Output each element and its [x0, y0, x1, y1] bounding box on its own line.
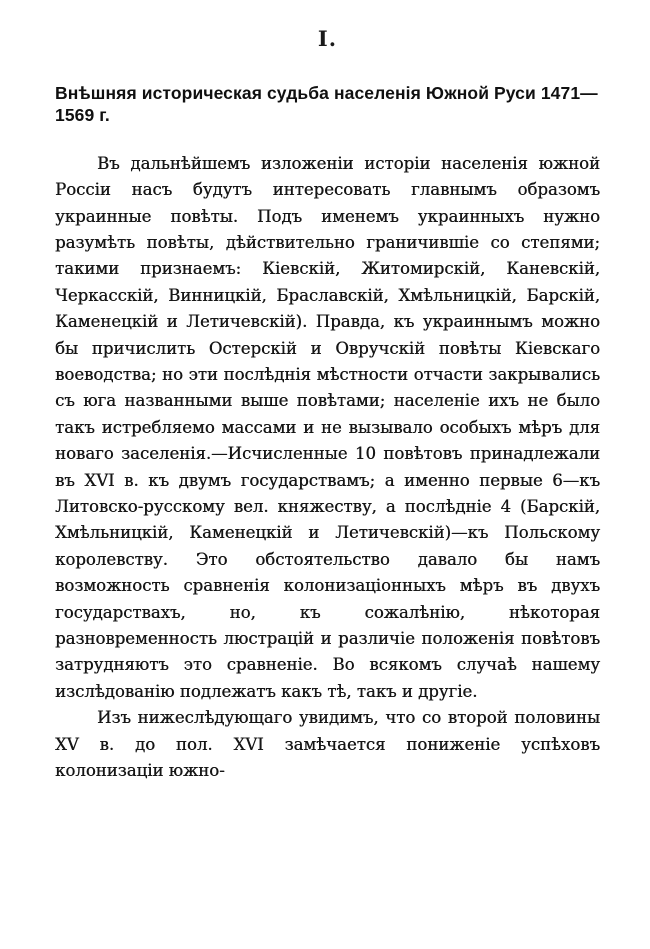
body-paragraph: Изъ нижеслѣдующаго увидимъ, что со второй половины XV в. до пол. XVI замѣчается пониженіе успѣховъ колонизаціи южно-: [55, 708, 600, 781]
chapter-number: I.: [317, 26, 338, 51]
body-paragraph: Въ дальнѣйшемъ изложеніи исторіи населенія южной Россіи насъ будутъ интересовать главнымъ образомъ украинные повѣты. Подъ именемъ украинныхъ нужно разумѣть повѣты, дѣйствительно граничившіе со степями; такими признаемъ: Кіевскій, Житомирскій, Каневскій, Черкасскій, Винницкій, Браславскій, Хмѣльницкій, Барскій, Каменецкій и Летичевскій). Правда, къ украиннымъ можно бы причислить Остерскій и Овручскій повѣты Кіевскаго воеводства; но эти послѣднія мѣстности отчасти закрывались съ юга названными выше повѣтами; населеніе ихъ не было такъ истребляемо массами и не вызывало особыхъ мѣръ для новаго заселенія.—Исчисленные 10 повѣтовъ принадлежали въ XVI в. къ двумъ государствамъ; а именно первые 6—къ Литовско-русскому вел. княжеству, а послѣдніе 4 (Барскій, Хмѣльницкій, Каменецкій и Летичевскій)—къ Польскому королевству. Это обстоятельство давало бы намъ возможность сравненія колонизаціонныхъ мѣръ въ двухъ государствахъ, но, къ сожалѣнію, нѣкоторая разновременность люстрацій и различіе положенія повѣтовъ затрудняютъ это сравненіе. Во всякомъ случаѣ нашему изслѣдованію подлежатъ какъ тѣ, такъ и другіе.: [55, 153, 600, 701]
chapter-heading: Внѣшняя историческая судьба населенія Южной Руси 1471—1569 г.: [55, 83, 598, 125]
body-text: [55, 151, 600, 785]
